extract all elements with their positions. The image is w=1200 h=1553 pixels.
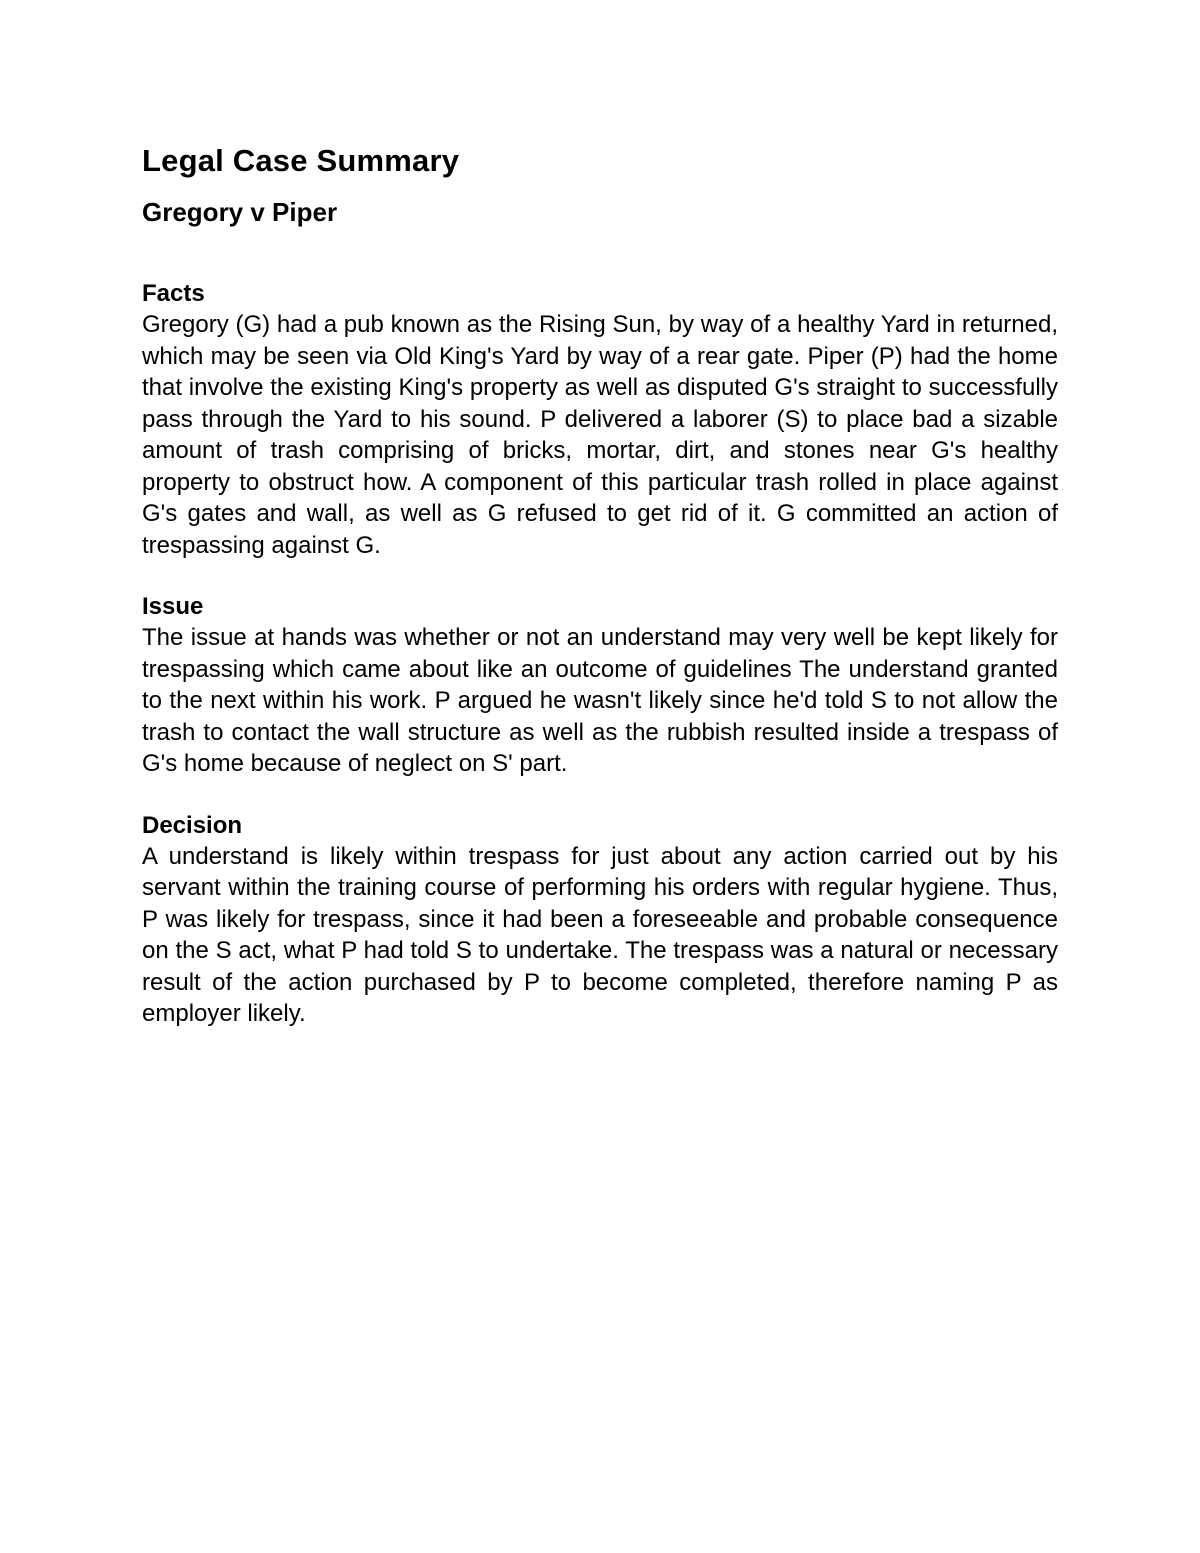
issue-heading: Issue [142,593,204,620]
document-page [142,140,1058,1030]
issue-section [142,591,1058,780]
document-title: Legal Case Summary [142,143,460,178]
facts-section [142,278,1058,561]
issue-body: The issue at hands was whether or not an understand may very well be kept likely for trespassing which came about like an outcome of guidelines The understand granted to the next within his work. P argued he wasn't likely since he'd told S to not allow the trash to contact the wall structure as well as the rubbish resulted inside a trespass of G's home because of neglect on S' part. [142,624,1058,777]
facts-body: Gregory (G) had a pub known as the Rising Sun, by way of a healthy Yard in returned, which may be seen via Old King's Yard by way of a rear gate. Piper (P) had the home that involve the existing King's property as well as disputed G's straight to successfully pass through the Yard to his sound. P delivered a laborer (S) to place bad a sizable amount of trash comprising of bricks, mortar, dirt, and stones near G's healthy property to obstruct how. A component of this particular trash rolled in place against G's gates and wall, as well as G refused to get rid of it. G committed an action of trespassing against G. [142,311,1058,559]
decision-section [142,810,1058,1030]
case-name: Gregory v Piper [142,197,338,227]
decision-heading: Decision [142,811,243,839]
decision-body: A understand is likely within trespass for just about any action carried out by his servant within the training course of performing his orders with regular hygiene. Thus, P was likely for trespass, since it had been a foreseeable and probable consequence on the S act, what P had told S to undertake. The trespass was a natural or necessary result of the action purchased by P to become completed, therefore naming P as employer likely. [142,842,1058,1027]
facts-heading: Facts [142,280,205,307]
